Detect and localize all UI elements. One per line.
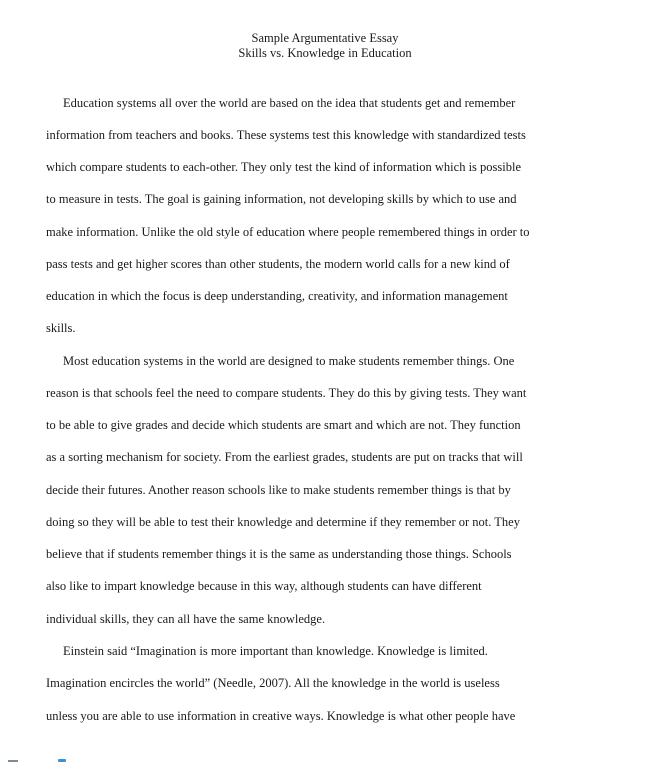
footer-mark-blue [58, 759, 66, 762]
paragraph-2-line-2: reason is that schools feel the need to compare students. They do this by giving tests. They want [46, 386, 527, 400]
document-title: Sample Argumentative Essay [251, 31, 399, 45]
paragraph-1-line-2: information from teachers and books. These systems test this knowledge with standardized tests [46, 128, 526, 142]
paragraph-2-line-9: individual skills, they can all have the same knowledge. [46, 612, 326, 626]
footer-mark-gray [8, 760, 18, 762]
paragraph-2-line-4: as a sorting mechanism for society. From the earliest grades, students are put on tracks that will [46, 450, 523, 464]
paragraph-2-line-7: believe that if students remember things it is the same as understanding those things. Schools [46, 547, 512, 561]
paragraph-1-line-6: pass tests and get higher scores than other students, the modern world calls for a new kind of [46, 257, 510, 271]
paragraph-2-line-5: decide their futures. Another reason schools like to make students remember things is that by [46, 483, 511, 497]
paragraph-2-line-1: Most education systems in the world are designed to make students remember things. One [63, 354, 515, 368]
paragraph-1-line-3: which compare students to each-other. They only test the kind of information which is possible [46, 160, 522, 174]
document-subtitle: Skills vs. Knowledge in Education [238, 46, 412, 60]
paragraph-3-line-2: Imagination encircles the world” (Needle, 2007). All the knowledge in the world is useless [46, 676, 500, 690]
paragraph-3-line-1: Einstein said “Imagination is more important than knowledge. Knowledge is limited. [63, 644, 488, 658]
paragraph-2-line-6: doing so they will be able to test their knowledge and determine if they remember or not. They [46, 515, 520, 529]
paragraph-1-line-7: education in which the focus is deep understanding, creativity, and information management [46, 289, 508, 303]
paragraph-1-line-4: to measure in tests. The goal is gaining information, not developing skills by which to use and [46, 192, 517, 206]
paragraph-1-line-8: skills. [46, 321, 76, 335]
paragraph-3-line-3: unless you are able to use information in creative ways. Knowledge is what other people have [46, 709, 516, 723]
paragraph-2-line-8: also like to impart knowledge because in this way, although students can have different [46, 579, 482, 593]
paragraph-1-line-1: Education systems all over the world are based on the idea that students get and remember [63, 96, 516, 110]
paragraph-2-line-3: to be able to give grades and decide which students are smart and which are not. They function [46, 418, 521, 432]
page-footer-fragment [0, 758, 650, 764]
document-header [0, 31, 650, 61]
paragraph-1-line-5: make information. Unlike the old style of education where people remembered things in order to [46, 225, 530, 239]
